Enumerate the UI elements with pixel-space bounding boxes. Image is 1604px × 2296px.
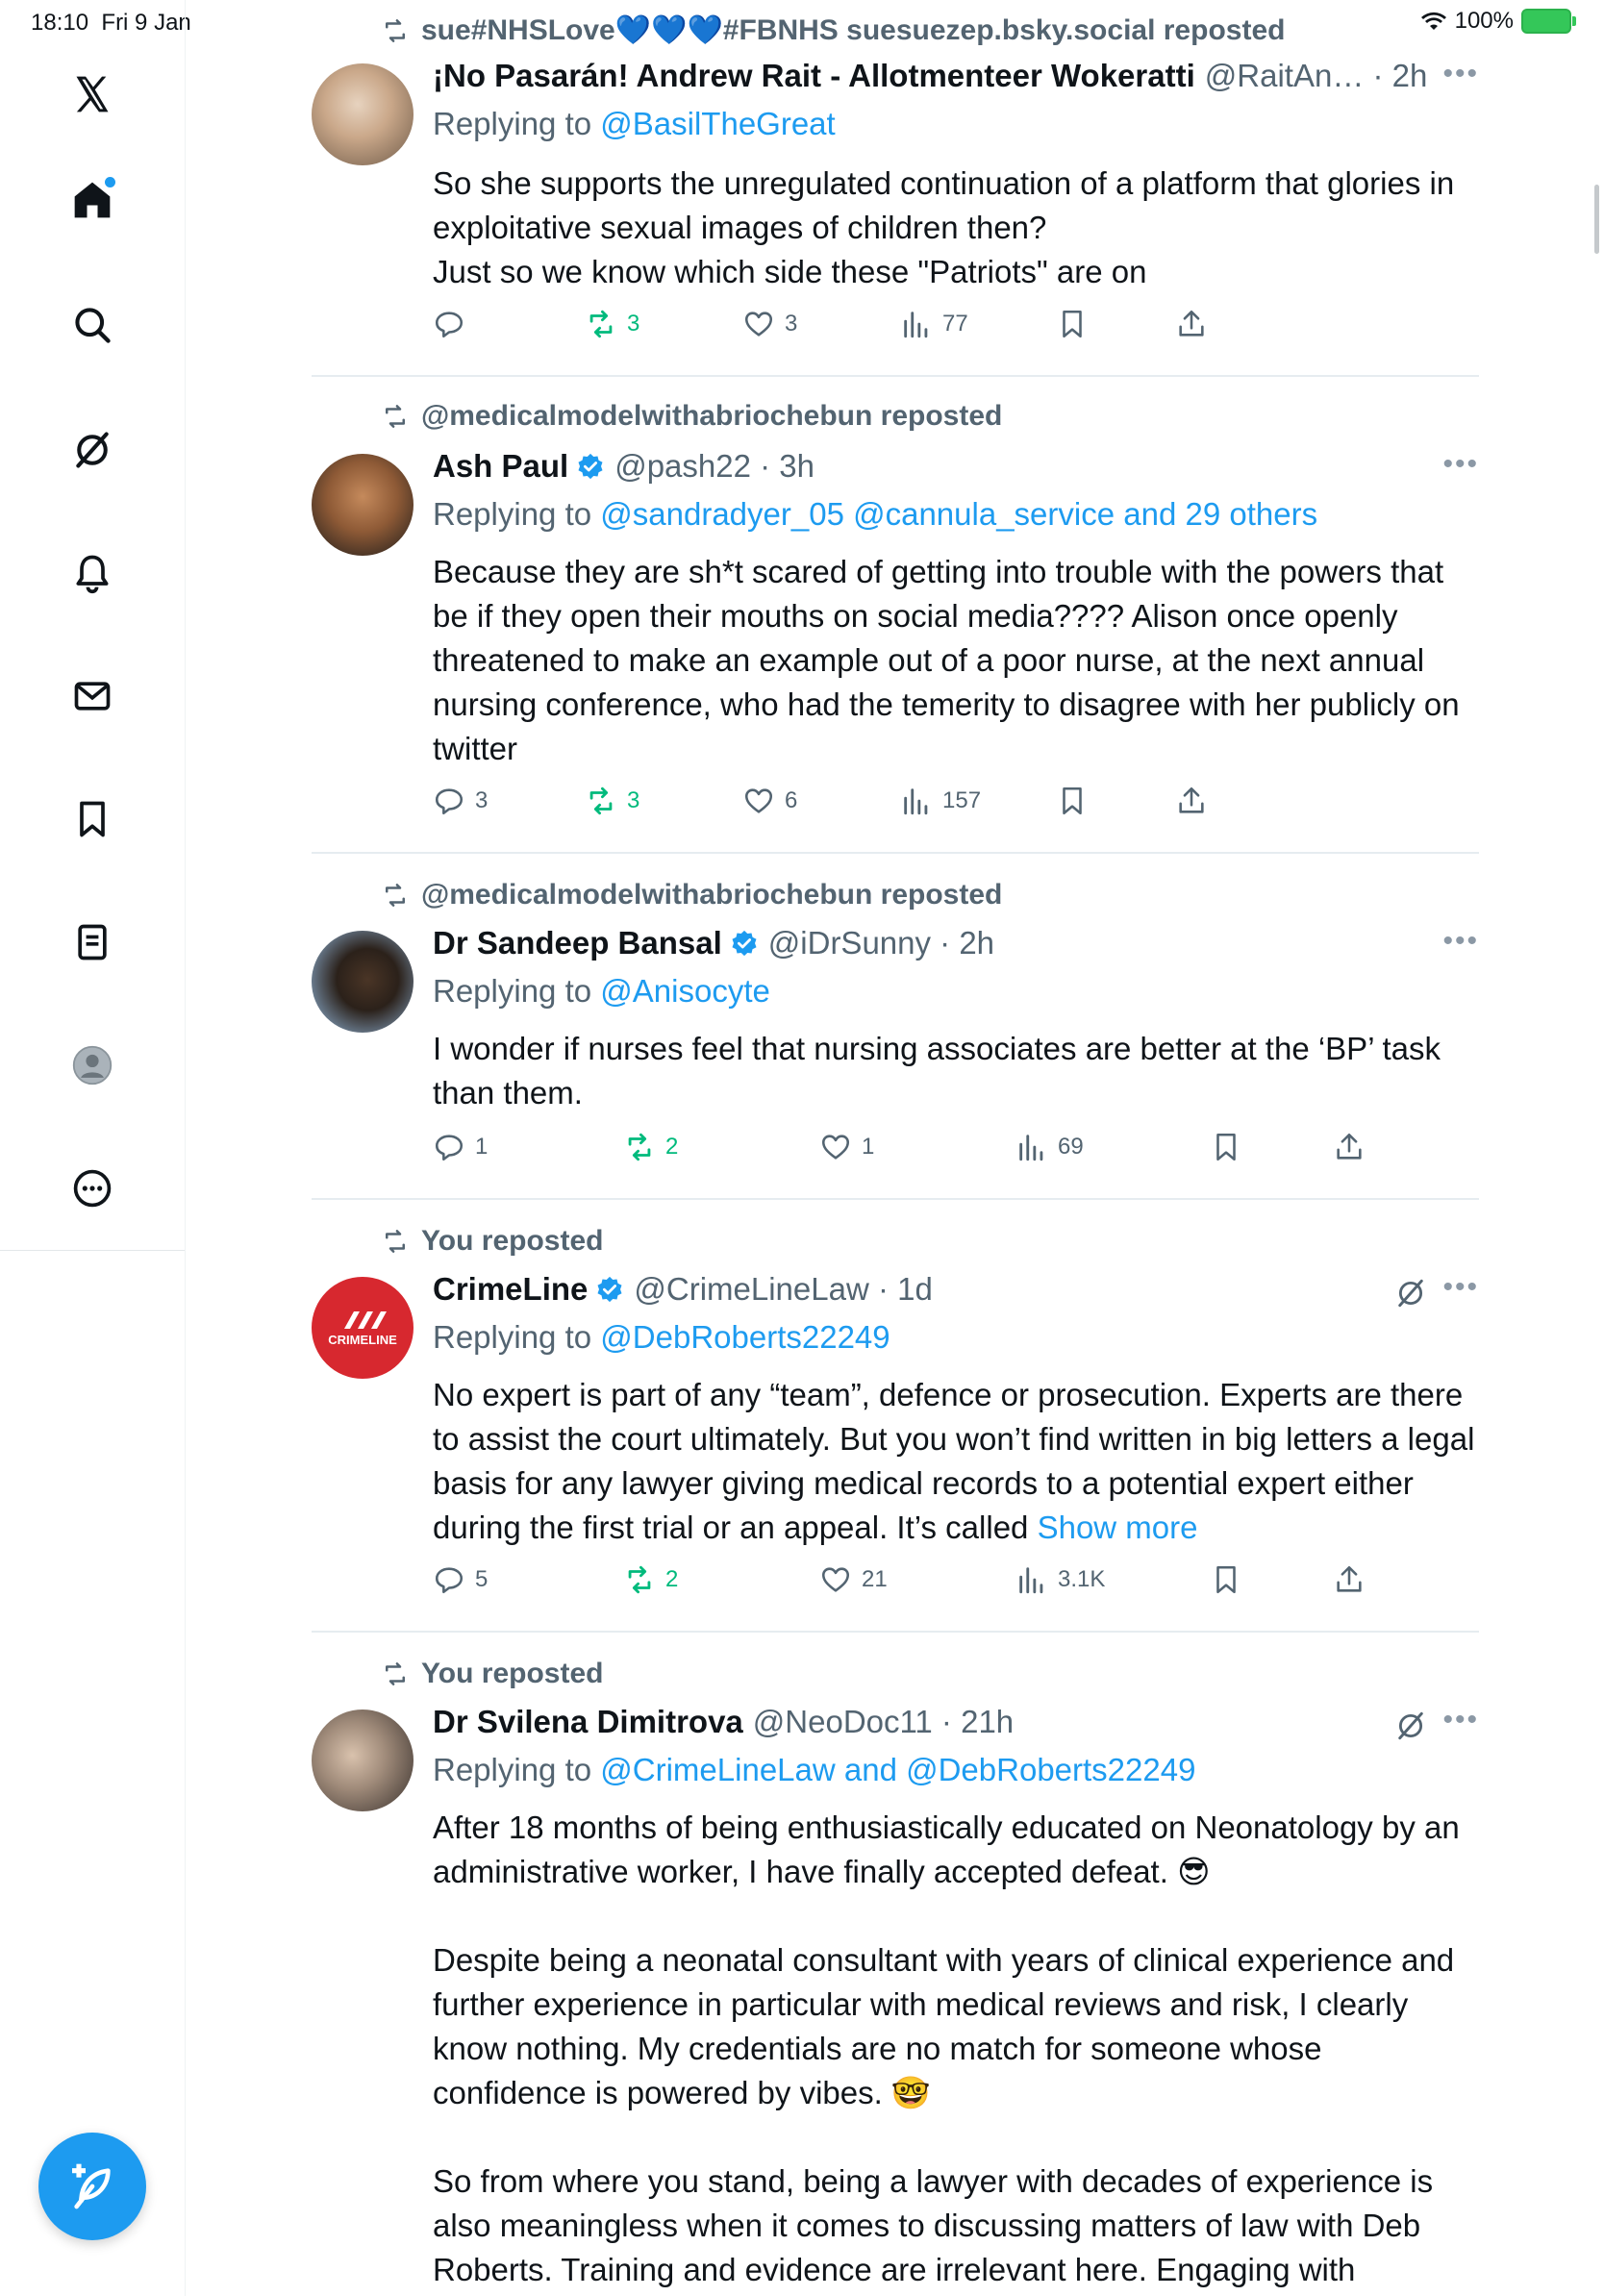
share-button[interactable] [1333, 1131, 1366, 1163]
replying-to: Replying to @sandradyer_05 @cannula_service and 29 others [433, 496, 1318, 532]
repost-icon [623, 1131, 656, 1163]
repost-icon [381, 16, 410, 45]
reply-button[interactable]: 3 [433, 785, 488, 817]
views-icon [1015, 1131, 1048, 1163]
tweet[interactable] [312, 854, 1479, 1200]
reply-button[interactable] [433, 308, 475, 340]
replying-to-link[interactable]: @BasilTheGreat [600, 106, 836, 141]
scrollbar[interactable] [1594, 185, 1599, 254]
bookmark-button[interactable] [1056, 308, 1089, 340]
reply-icon [433, 308, 465, 340]
notifications-icon[interactable] [63, 544, 121, 602]
compose-button[interactable] [38, 2133, 146, 2240]
repost-icon [381, 402, 410, 431]
heart-icon [742, 308, 775, 340]
views-button[interactable]: 3.1K [1015, 1563, 1105, 1596]
views-button[interactable]: 69 [1015, 1131, 1084, 1163]
compose-feather-icon [65, 2159, 119, 2213]
more-options-icon[interactable]: ••• [1442, 448, 1479, 480]
replying-to: Replying to @BasilTheGreat [433, 106, 836, 141]
tweet-actions [433, 785, 1479, 827]
author-handle-time[interactable]: @RaitAn… · 2h [1204, 58, 1428, 93]
author-line[interactable] [433, 1704, 1366, 1740]
author-name[interactable]: Ash Paul [433, 448, 569, 484]
author-name[interactable]: CrimeLine [433, 1271, 589, 1307]
reply-icon [433, 1563, 465, 1596]
repost-icon [585, 785, 617, 817]
author-line[interactable] [433, 1271, 1366, 1308]
author-line[interactable] [433, 925, 1366, 961]
avatar[interactable] [312, 1277, 414, 1379]
tweet-text: After 18 months of being enthusiastically educated on Neonatology by an administrative worker, I have finally accepted defeat. 😎 Despite being a neonatal consultant with years of clinical experience and further experience in particular with medical reviews and risk, I clearly know nothing. My credentials are no match for someone whose confidence is powered by vibes. 🤓 So from where you stand, being a lawyer with decades of experience is also meaningless when it comes to discussing matters of law with Deb Roberts. Training and evidence are irrelevant here. Engaging with [433, 1809, 1460, 2287]
crimeline-logo-icon [337, 1310, 388, 1331]
share-button[interactable] [1175, 308, 1208, 340]
x-logo-icon[interactable] [63, 65, 121, 123]
avatar[interactable] [312, 454, 414, 556]
search-icon[interactable] [63, 296, 121, 354]
repost-icon [381, 1227, 410, 1256]
tweet[interactable] [312, 377, 1479, 854]
verified-badge-icon [595, 1275, 624, 1304]
share-icon [1333, 1131, 1366, 1163]
repost-label: @medicalmodelwithabriochebun reposted [381, 879, 1002, 911]
author-handle-time[interactable]: @pash22 · 3h [614, 448, 815, 484]
lists-icon[interactable] [63, 913, 121, 971]
tweet-text: Because they are sh*t scared of getting into trouble with the powers that be if they open their mouths on social media???? Alison once openly threatened to make an example out of a poor nurse, at the next annual nursing conference, who had the temerity to disagree with her publicly on twitter [433, 554, 1468, 766]
show-more-link[interactable]: Show more [1037, 1510, 1198, 1545]
verified-badge-icon [576, 452, 605, 481]
repost-label: You reposted [381, 1225, 603, 1258]
share-button[interactable] [1333, 1563, 1366, 1596]
tweet[interactable] [312, 1200, 1484, 1633]
tweet-actions [433, 308, 1479, 350]
home-notification-dot [105, 177, 115, 187]
bookmark-icon [1210, 1131, 1242, 1163]
tweet[interactable] [312, 1633, 1479, 2296]
repost-icon [585, 308, 617, 340]
repost-icon [381, 881, 410, 910]
author-line[interactable] [433, 448, 1366, 485]
repost-button[interactable]: 3 [585, 308, 639, 340]
tweet-text: I wonder if nurses feel that nursing associates are better at the ‘BP’ task than them. [433, 1031, 1450, 1111]
reply-button[interactable]: 1 [433, 1131, 488, 1163]
reply-icon [433, 785, 465, 817]
more-options-icon[interactable]: ••• [1442, 925, 1479, 957]
replying-to: Replying to @DebRoberts22249 [433, 1319, 890, 1355]
bookmark-button[interactable] [1210, 1563, 1242, 1596]
battery-icon [1521, 9, 1571, 34]
grok-icon[interactable] [63, 421, 121, 479]
repost-label: You reposted [381, 1658, 603, 1690]
verified-badge-icon [730, 929, 759, 958]
heart-icon [742, 785, 775, 817]
author-handle-time[interactable]: @CrimeLineLaw · 1d [634, 1271, 933, 1307]
share-icon [1333, 1563, 1366, 1596]
share-icon [1175, 308, 1208, 340]
views-button[interactable]: 77 [900, 308, 968, 340]
tweet-text: No expert is part of any “team”, defence or prosecution. Experts are there to assist the court ultimately. But you won’t find written in big letters a legal basis for any lawyer giving medical records to a potential expert either during the first trial or an appeal. It’s called Show more [433, 1377, 1484, 1545]
views-icon [900, 308, 933, 340]
avatar[interactable] [312, 931, 414, 1033]
grok-explain-icon[interactable] [1394, 1710, 1427, 1742]
bookmarks-icon[interactable] [63, 790, 121, 848]
tweet-actions [433, 1563, 1479, 1606]
replying-to-link[interactable]: @CrimeLineLaw and @DebRoberts22249 [600, 1752, 1196, 1787]
avatar[interactable] [312, 1710, 414, 1811]
more-options-icon[interactable]: ••• [1442, 1271, 1479, 1303]
heart-icon [819, 1131, 852, 1163]
author-name[interactable]: Dr Svilena Dimitrova [433, 1704, 743, 1739]
more-options-icon[interactable]: ••• [1442, 58, 1479, 89]
bookmark-icon [1056, 785, 1089, 817]
bookmark-icon [1210, 1563, 1242, 1596]
status-time: 18:10 Fri 9 Jan [31, 10, 191, 36]
author-name[interactable]: Dr Sandeep Bansal [433, 925, 722, 961]
like-button[interactable]: 3 [742, 308, 797, 340]
messages-icon[interactable] [63, 667, 121, 725]
repost-icon [381, 1660, 410, 1688]
tweet-actions [433, 1131, 1479, 1173]
more-options-icon[interactable]: ••• [1442, 1704, 1479, 1735]
repost-button[interactable]: 2 [623, 1131, 678, 1163]
replying-to-link[interactable]: @sandradyer_05 @cannula_service and 29 others [600, 496, 1318, 532]
bookmark-button[interactable] [1056, 785, 1089, 817]
sidebar [0, 0, 186, 1250]
share-button[interactable] [1175, 785, 1208, 817]
tweet-text: So she supports the unregulated continuation of a platform that glories in exploitative sexual images of children then? Just so we know which side these "Patriots" are on [433, 165, 1455, 289]
views-icon [1015, 1563, 1048, 1596]
replying-to-link[interactable]: @DebRoberts22249 [600, 1319, 890, 1355]
reply-button[interactable]: 5 [433, 1563, 488, 1596]
replying-to: Replying to @Anisocyte [433, 973, 770, 1009]
repost-label: @medicalmodelwithabriochebun reposted [381, 400, 1002, 433]
more-icon[interactable] [63, 1160, 121, 1217]
tweet[interactable] [312, 0, 1479, 377]
heart-icon [819, 1563, 852, 1596]
views-icon [900, 785, 933, 817]
author-name[interactable]: ¡No Pasarán! Andrew Rait - Allotmenteer Wokeratti [433, 58, 1195, 93]
repost-button[interactable]: 3 [585, 785, 639, 817]
replying-to-link[interactable]: @Anisocyte [600, 973, 770, 1009]
author-handle-time[interactable]: @iDrSunny · 2h [767, 925, 995, 961]
author-line[interactable] [433, 58, 1428, 94]
profile-icon[interactable] [63, 1036, 121, 1094]
views-button[interactable]: 157 [900, 785, 981, 817]
repost-button[interactable]: 2 [623, 1563, 678, 1596]
like-button[interactable]: 21 [819, 1563, 888, 1596]
like-button[interactable]: 6 [742, 785, 797, 817]
bookmark-button[interactable] [1210, 1131, 1242, 1163]
repost-icon [623, 1563, 656, 1596]
home-icon[interactable] [63, 171, 121, 229]
reply-icon [433, 1131, 465, 1163]
battery-percent: 100% [1454, 8, 1514, 34]
author-handle-time[interactable]: @NeoDoc11 · 21h [752, 1704, 1015, 1739]
grok-explain-icon[interactable] [1394, 1277, 1427, 1310]
share-icon [1175, 785, 1208, 817]
bookmark-icon [1056, 308, 1089, 340]
avatar[interactable] [312, 63, 414, 165]
crimeline-logo-text: CRIMELINE [328, 1332, 397, 1347]
like-button[interactable]: 1 [819, 1131, 874, 1163]
repost-label: sue#NHSLove💙💙💙#FBNHS suesuezep.bsky.social reposted [381, 13, 1285, 47]
replying-to: Replying to @CrimeLineLaw and @DebRoberts22249 [433, 1752, 1196, 1787]
